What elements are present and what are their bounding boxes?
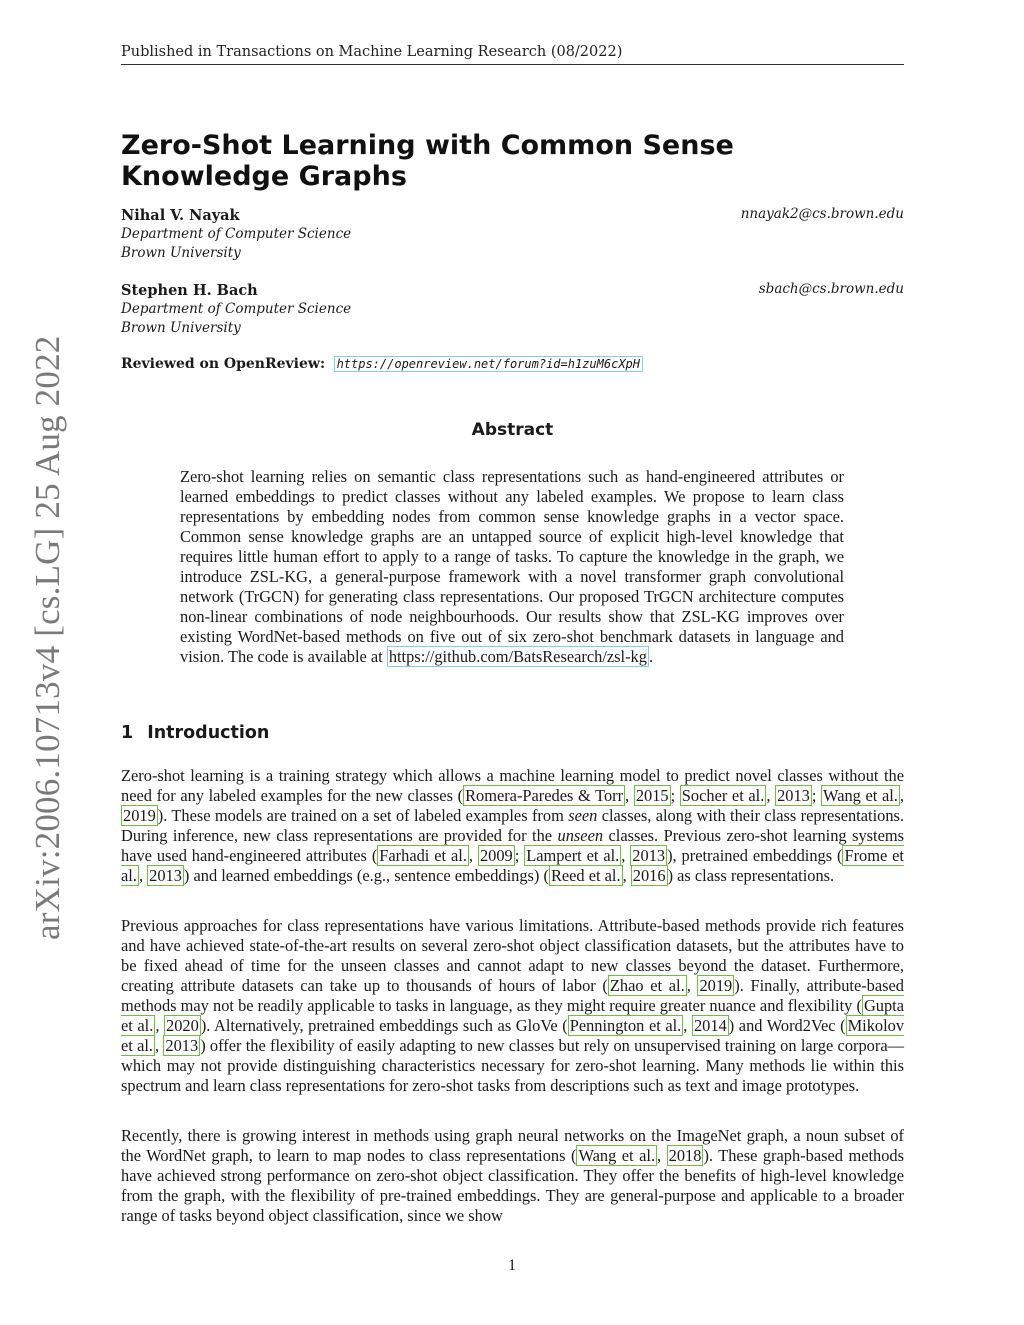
author-name: Nihal V. Nayak: [121, 207, 240, 224]
paragraph-text: ). Alternatively, pretrained embeddings such as GloVe (: [200, 1016, 568, 1035]
paragraph-text: ). These models are trained on a set of labeled examples from: [157, 806, 569, 825]
author-email[interactable]: sbach@cs.brown.edu: [758, 281, 904, 297]
author-name: Stephen H. Bach: [121, 282, 258, 299]
openreview-link[interactable]: https://openreview.net/forum?id=h1zuM6cXpH: [334, 356, 643, 372]
section-number: 1: [121, 723, 134, 743]
citation-link[interactable]: Wang et al.: [823, 786, 898, 805]
author-department: Department of Computer Science: [121, 226, 352, 242]
citation-link[interactable]: 2013: [632, 846, 666, 865]
citation-link[interactable]: Wang et al.: [578, 1146, 656, 1165]
paragraph-text: Previous approaches for class representations have various limitations. Attribute-based methods provide rich features and have achieved state-of-the-art results on several zero-shot object classification datasets, but the attributes have to be fixed ahead of time for the unseen classes and cannot adapt to new classes beyond the dataset. Furthermore, creating attribute datasets can take up to thousands of hours of labor (: [121, 916, 904, 995]
citation-link[interactable]: 2019: [699, 976, 733, 995]
citation-link[interactable]: 2015: [635, 786, 669, 805]
author-university: Brown University: [121, 245, 241, 261]
paragraph-text: Recently, there is growing interest in methods using graph neural networks on the ImageNet graph, a noun subset of the WordNet graph, to learn to map nodes to class representations (: [121, 1126, 904, 1165]
paragraph-text: ) offer the flexibility of easily adapting to new classes but rely on unsupervised training on large corpora—which may not provide distinguishing characteristics necessary for zero-shot learning. Many methods lie within this spectrum and learn class representations for zero-shot tasks from descriptions such as text and image prototypes.: [121, 1036, 904, 1095]
citation-link[interactable]: Mikolov et al.: [121, 1016, 905, 1055]
intro-paragraph-1: Zero-shot learning is a training strategy which allows a machine learning model to predict novel classes without the need for any labeled examples for the new classes ( Romera-Paredes & Torr , 2015 ; Socher et al. , 2013 ; Wang et al. , 2019 ). These models are trained on a set of labeled examples from seen classes, along with their class representations. During inference, new class representations are provided for the unseen classes. Previous zero-shot learning systems have used hand-engineered attributes ( Farhadi et al. , 2009 ; Lampert et al. , 2013 ), pretrained embeddings ( Frome et al. , 2013 ) and learned embeddings (e.g., sentence embeddings) ( Reed et al. , 2016 ) as class representations.: [121, 766, 904, 885]
paper-title: Zero-Shot Learning with Common Sense Knowledge Graphs: [121, 130, 734, 192]
section-title: Introduction: [147, 723, 270, 743]
author-block: [121, 281, 904, 338]
citation-link[interactable]: 2009: [479, 846, 513, 865]
abstract-text: Zero-shot learning relies on semantic class representations such as hand-engineered attributes or learned embeddings to predict classes without any labeled examples. We propose to learn class representations by embedding nodes from common sense knowledge graphs in a vector space. Common sense knowledge graphs are an untapped source of explicit high-level knowledge that requires little human effort to apply to a range of tasks. To capture the knowledge in the graph, we introduce ZSL-KG, a general-purpose framework with a novel transformer graph convolutional network (TrGCN) for generating class representations. Our proposed TrGCN architecture computes non-linear combinations of node neighbourhoods. Our results show that ZSL-KG improves over existing WordNet-based methods on five out of six zero-shot benchmark datasets in language and vision. The code is available at: [180, 467, 844, 666]
paragraph-text: classes. Previous zero-shot learning systems have used hand-engineered attributes (: [121, 826, 904, 865]
code-link[interactable]: https://github.com/BatsResearch/zsl-kg: [388, 647, 647, 666]
citation-link[interactable]: 2013: [777, 786, 810, 805]
citation-link[interactable]: 2013: [149, 866, 182, 885]
intro-paragraph-3: Recently, there is growing interest in methods using graph neural networks on the ImageNet graph, a noun subset of the WordNet graph, to learn to map nodes to class representations ( Wang et al. , 2018 ). These graph-based methods have achieved strong performance on zero-shot object classification. They offer the benefits of high-level knowledge from the graph, with the flexibility of pre-trained embeddings. They are general-purpose and applicable to a broader range of tasks beyond object classification, since we show: [121, 1126, 905, 1225]
abstract-end: .: [648, 647, 654, 666]
author-university: Brown University: [121, 320, 241, 336]
citation-link[interactable]: Farhadi et al.: [379, 846, 467, 865]
citation-link[interactable]: 2013: [165, 1036, 199, 1055]
paragraph-text: Zero-shot learning is a training strategy which allows a machine learning model to predict novel classes without the need for any labeled examples for the new classes (: [121, 766, 904, 805]
citation-link[interactable]: Pennington et al.: [569, 1016, 682, 1035]
abstract-heading: Abstract: [471, 420, 554, 440]
paragraph-text: ), pretrained embeddings (: [667, 846, 843, 865]
paragraph-text: ) as class representations.: [667, 866, 835, 885]
paragraph-text: classes, along with their class representations. During inference, new class representations are provided for the: [121, 806, 904, 845]
citation-link[interactable]: 2019: [123, 806, 156, 825]
intro-paragraph-2: Previous approaches for class representations have various limitations. Attribute-based methods provide rich features and have achieved state-of-the-art results on several zero-shot object classification datasets, but the attributes have to be fixed ahead of time for the unseen classes and cannot adapt to new classes beyond the dataset. Furthermore, creating attribute datasets can take up to thousands of hours of labor ( Zhao et al. , 2019 ). Finally, attribute-based methods may not be readily applicable to tasks in language, as they might require greater nuance and flexibility ( Gupta et al. , 2020 ). Alternatively, pretrained embeddings such as GloVe ( Pennington et al. , 2014 ) and Word2Vec ( Mikolov et al. , 2013 ) offer the flexibility of easily adapting to new classes but rely on unsupervised training on large corpora—which may not provide distinguishing characteristics necessary for zero-shot learning. Many methods lie within this spectrum and learn class representations for zero-shot tasks from descriptions such as text and image prototypes.: [121, 916, 905, 1095]
citation-link[interactable]: Socher et al.: [681, 786, 765, 805]
paragraph-text: ). These graph-based methods have achieved strong performance on zero-shot object classification. They offer the benefits of high-level knowledge from the graph, with the flexibility of pre-trained embeddings. They are general-purpose and applicable to a broader range of tasks beyond object classification, since we show: [121, 1146, 905, 1225]
citation-link[interactable]: Lampert et al.: [526, 846, 620, 865]
review-line: [121, 356, 643, 372]
author-email[interactable]: nnayak2@cs.brown.edu: [740, 206, 904, 222]
author-department: Department of Computer Science: [121, 301, 352, 317]
running-header: Published in Transactions on Machine Learning Research (08/2022): [121, 44, 904, 65]
citation-link[interactable]: 2014: [693, 1016, 727, 1035]
author-block: [121, 206, 904, 263]
paragraph-text: ). Finally, attribute-based methods may not be readily applicable to tasks in language, as they might require greater nuance and flexibility (: [121, 976, 904, 1015]
abstract-body: [180, 467, 844, 667]
emphasis-text: seen: [568, 806, 598, 825]
paragraph-text: ) and Word2Vec (: [728, 1016, 846, 1035]
emphasis-text: unseen: [557, 826, 604, 845]
citation-link[interactable]: 2016: [632, 866, 666, 885]
citation-link[interactable]: 2020: [166, 1016, 199, 1035]
citation-link[interactable]: Reed et al.: [550, 866, 621, 885]
citation-link[interactable]: Zhao et al.: [609, 976, 685, 995]
section-heading-introduction: [121, 723, 269, 743]
citation-link[interactable]: 2018: [668, 1146, 702, 1165]
citation-link[interactable]: Frome et al.: [121, 846, 904, 885]
citation-link[interactable]: Romera-Paredes & Torr: [465, 786, 624, 805]
review-label: Reviewed on OpenReview:: [121, 356, 326, 372]
page-number: 1: [508, 1257, 516, 1274]
citation-link[interactable]: Gupta et al.: [121, 996, 904, 1035]
paragraph-text: ) and learned embeddings (e.g., sentence embeddings) (: [183, 866, 549, 885]
arxiv-identifier-stamp: arXiv:2006.10713v4 [cs.LG] 25 Aug 2022: [28, 335, 67, 940]
